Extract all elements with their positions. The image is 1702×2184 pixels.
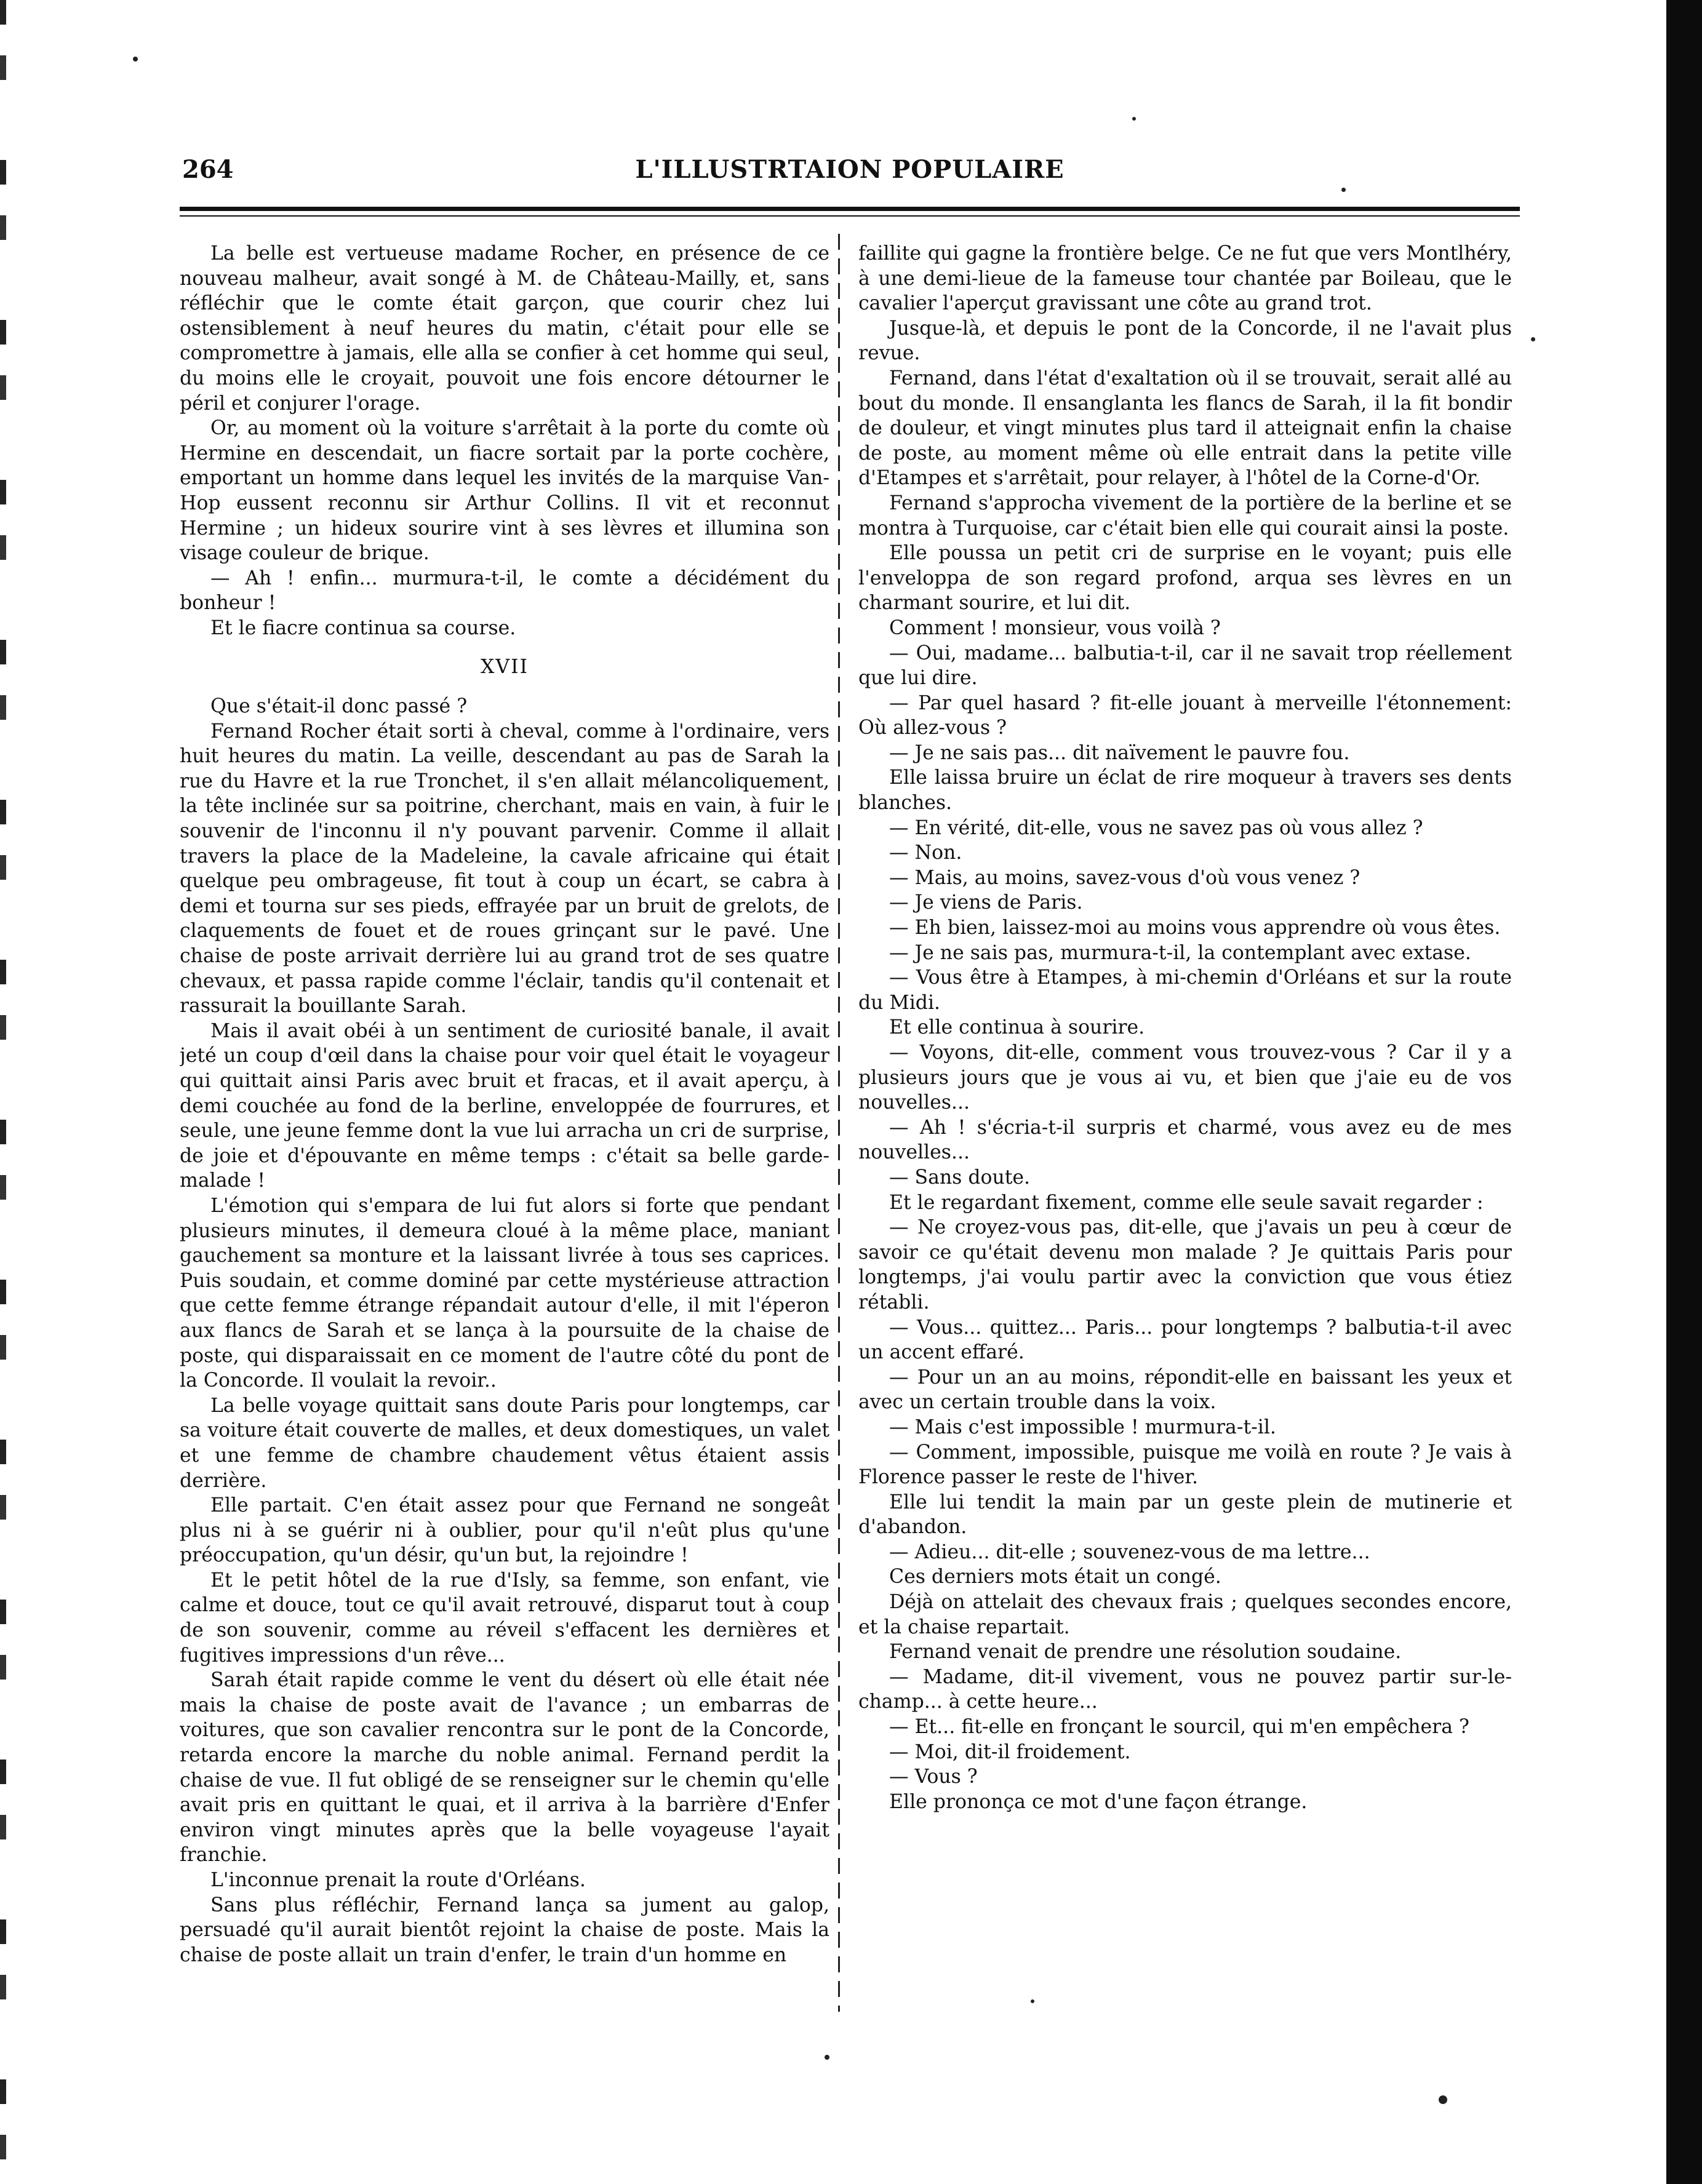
paragraph: — Je ne sais pas, murmura-t-il, la contemplant avec extase.: [889, 941, 1471, 964]
scan-binding-shadow: [1666, 0, 1702, 2184]
paragraph: — Oui, madame... balbutia-t-il, car il ne savait trop réellement que lui dire.: [858, 642, 1512, 690]
paragraph: — Adieu... dit-elle ; souvenez-vous de ma lettre...: [889, 1540, 1370, 1563]
paragraph: Jusque-là, et depuis le pont de la Concorde, il ne l'avait plus revue.: [858, 317, 1512, 365]
header-rule-thin: [180, 215, 1520, 217]
paragraph: — Comment, impossible, puisque me voilà en route ? Je vais à Florence passer le reste de l'hiver.: [858, 1441, 1512, 1489]
right-column: [858, 241, 1512, 2007]
paragraph: Elle poussa un petit cri de surprise en le voyant; puis elle l'enveloppa de son regard profond, arqua ses lèvres en un charmant sourire, et lui dit.: [858, 542, 1512, 615]
scan-left-edge: [0, 0, 6, 2184]
paragraph: — En vérité, dit-elle, vous ne savez pas où vous allez ?: [889, 816, 1423, 839]
paragraph: Mais il avait obéi à un sentiment de curiosité banale, il avait jeté un coup d'œil dans la chaise pour voir quel était le voyageur qui quittait ainsi Paris avec bruit et fracas, et il avait aperçu, à demi couchée au fond de la berline, enveloppée de fourrures, et seule, une jeune femme dont la vue lui arracha un cri de surprise, de joie et d'épouvante en même temps : c'était sa belle garde-malade !: [180, 1019, 829, 1192]
paragraph: — Vous être à Etampes, à mi-chemin d'Orléans et sur la route du Midi.: [858, 966, 1512, 1014]
left-column: [180, 241, 829, 2007]
paragraph: — Ah ! s'écria-t-il surpris et charmé, vous avez eu de mes nouvelles...: [858, 1116, 1512, 1164]
paragraph: — Moi, dit-il froidement.: [889, 1740, 1131, 1763]
scan-speck: [1031, 1999, 1034, 2003]
scan-speck: [825, 2055, 829, 2060]
paragraph: Ces derniers mots était un congé.: [889, 1566, 1221, 1588]
scan-speck: [1531, 337, 1535, 341]
paragraph: Comment ! monsieur, vous voilà ?: [889, 616, 1221, 639]
column-divider: [838, 234, 840, 2012]
paragraph: — Sans doute.: [889, 1166, 1031, 1189]
paragraph: — Et... fit-elle en fronçant le sourcil, qui m'en empêchera ?: [889, 1716, 1469, 1739]
paragraph: Déjà on attelait des chevaux frais ; quelques secondes encore, et la chaise repartait.: [858, 1591, 1512, 1638]
paragraph: — Non.: [889, 842, 962, 864]
scan-speck: [1439, 2095, 1447, 2104]
page-number: 264: [182, 155, 234, 184]
paragraph: La belle est vertueuse madame Rocher, en présence de ce nouveau malheur, avait songé à M. de Château-Mailly, et, sans réfléchir que le comte était garçon, que courir chez lui ostensiblement à neuf heures du matin, c'était pour elle se compromettre à jamais, elle alla se confier à cet homme qui seul, du moins elle le croyait, pouvoit une fois encore détourner le péril et conjurer l'orage.: [180, 242, 829, 415]
paragraph: Et le regardant fixement, comme elle seule savait regarder :: [889, 1191, 1484, 1214]
paragraph: Fernand venait de prendre une résolution soudaine.: [889, 1641, 1402, 1664]
paragraph: Sarah était rapide comme le vent du désert où elle était née mais la chaise de poste avait de l'avance ; un embarras de voitures, que son cavalier rencontra sur le pont de la Concorde, retarda encore la marche du noble animal. Fernand perdit la chaise de vue. Il fut obligé de se renseigner sur le chemin qu'elle avait pris en quittant le quai, et il arriva à la barrière d'Enfer environ vingt minutes après que la belle voyageuse l'ayait franchie.: [180, 1669, 829, 1867]
paragraph: Et le petit hôtel de la rue d'Isly, sa femme, son enfant, vie calme et douce, tout ce qu'il avait retrouvé, disparut tout à coup de son souvenir, comme au réveil s'effacent les dernières et fugitives impressions d'un rêve...: [180, 1569, 829, 1667]
header-rule-thick: [180, 207, 1520, 211]
running-title: L'ILLUSTRTAION POPULAIRE: [635, 155, 1065, 184]
section-heading: XVII: [480, 655, 529, 678]
paragraph: Et le fiacre continua sa course.: [210, 616, 516, 639]
paragraph: — Par quel hasard ? fit-elle jouant à merveille l'étonnement: Où allez-vous ?: [858, 691, 1512, 739]
paragraph: Fernand Rocher était sorti à cheval, comme à l'ordinaire, vers huit heures du matin. La veille, descendant au pas de Sarah la rue du Havre et la rue Tronchet, il s'en allait mélancoliquement, la tête inclinée sur sa poitrine, cherchant, mais en vain, à fuir le souvenir de l'inconnu il n'y pouvant parvenir. Comme il allait travers la place de la Madeleine, la cavale africaine qui était quelque peu ombrageuse, fit tout à coup un écart, se cabra à demi et tourna sur ses pieds, effrayée par un bruit de grelots, de claquements de fouet et de roues grinçant sur le pavé. Une chaise de poste arrivait derrière lui au grand trot de ses quatre chevaux, et passa rapide comme l'éclair, tandis qu'il contenait et rassurait la bouillante Sarah.: [180, 720, 829, 1018]
paragraph: — Madame, dit-il vivement, vous ne pouvez partir sur-le-champ... à cette heure...: [858, 1665, 1512, 1713]
scan-speck: [1341, 188, 1346, 192]
running-header: [182, 155, 1517, 192]
paragraph: — Je viens de Paris.: [889, 891, 1083, 914]
paragraph: Que s'était-il donc passé ?: [210, 695, 468, 718]
paragraph: — Ne croyez-vous pas, dit-elle, que j'avais un peu à cœur de savoir ce qu'était devenu mon malade ? Je quittais Paris pour longtemps, j'ai voulu partir avec la conviction que vous étiez rétabli.: [858, 1216, 1512, 1313]
scan-speck: [1132, 117, 1136, 121]
paragraph: — Mais, au moins, savez-vous d'où vous venez ?: [889, 866, 1360, 889]
paragraph: — Vous ?: [889, 1766, 978, 1788]
paragraph: — Voyons, dit-elle, comment vous trouvez-vous ? Car il y a plusieurs jours que je vous ai vu, et bien que j'aie eu de vos nouvelles...: [858, 1042, 1512, 1114]
paragraph: — Mais c'est impossible ! murmura-t-il.: [889, 1416, 1276, 1438]
paragraph: — Je ne sais pas... dit naïvement le pauvre fou.: [889, 741, 1350, 764]
paragraph: Fernand s'approcha vivement de la portière de la berline et se montra à Turquoise, car c'était bien elle qui courait ainsi la poste.: [858, 492, 1512, 540]
paragraph: Elle prononça ce mot d'une façon étrange.: [889, 1790, 1308, 1813]
paragraph: Elle lui tendit la main par un geste plein de mutinerie et d'abandon.: [858, 1491, 1512, 1539]
paragraph: Elle laissa bruire un éclat de rire moqueur à travers ses dents blanches.: [858, 767, 1512, 815]
paragraph: L'inconnue prenait la route d'Orléans.: [210, 1869, 586, 1891]
paragraph: — Pour un an au moins, répondit-elle en baissant les yeux et avec un certain trouble dans la voix.: [858, 1366, 1512, 1414]
paragraph: Elle partait. C'en était assez pour que Fernand ne songeât plus ni à se guérir ni à oublier, pour qu'il n'eût plus qu'une préoccupation, qu'un désir, qu'un but, la rejoindre !: [180, 1494, 829, 1567]
paragraph: faillite qui gagne la frontière belge. Ce ne fut que vers Montlhéry, à une demi-lieue de la fameuse tour chantée par Boileau, que le cavalier l'aperçut gravissant une côte au grand trot.: [858, 242, 1512, 315]
paragraph: Et elle continua à sourire.: [889, 1016, 1145, 1039]
paragraph: La belle voyage quittait sans doute Paris pour longtemps, car sa voiture était couverte de malles, et deux domestiques, un valet et une femme de chambre chaudement vêtus étaient assis derrière.: [180, 1394, 829, 1492]
paragraph: — Eh bien, laissez-moi au moins vous apprendre où vous êtes.: [889, 917, 1501, 939]
paragraph: Or, au moment où la voiture s'arrêtait à la porte du comte où Hermine en descendait, un fiacre sortait par la porte cochère, emportant un homme dans lequel les invités de la marquise Van-Hop eussent reconnu sir Arthur Collins. Il vit et reconnut Hermine ; un hideux sourire vint à ses lèvres et illumina son visage couleur de brique.: [180, 417, 829, 565]
paragraph: L'émotion qui s'empara de lui fut alors si forte que pendant plusieurs minutes, il demeura cloué à la même place, maniant gauchement sa monture et la laissant livrée à tous ses caprices. Puis soudain, et comme dominé par cette mystérieuse attraction que cette femme étrange répandait autour d'elle, il mit l'éperon aux flancs de Sarah et se lança à la poursuite de la chaise de poste, qui disparaissait en ce moment de l'autre côté du pont de la Concorde. Il voulait la revoir..: [180, 1194, 829, 1392]
paragraph: Sans plus réfléchir, Fernand lança sa jument au galop, persuadé qu'il aurait bientôt rejoint la chaise de poste. Mais la chaise de poste allait un train d'enfer, le train d'un homme en: [180, 1894, 829, 1966]
paragraph: Fernand, dans l'état d'exaltation où il se trouvait, serait allé au bout du monde. Il ensanglanta les flancs de Sarah, il la fit bondir de douleur, et vingt minutes plus tard il atteignait enfin la chaise de poste, au moment même où elle entrait dans la petite ville d'Etampes et s'arrêtait, pour relayer, à l'hôtel de la Corne-d'Or.: [858, 367, 1512, 490]
scan-speck: [133, 57, 138, 62]
paragraph: — Vous... quittez... Paris... pour longtemps ? balbutia-t-il avec un accent effaré.: [858, 1316, 1512, 1364]
paragraph: — Ah ! enfin... murmura-t-il, le comte a décidément du bonheur !: [180, 567, 829, 615]
